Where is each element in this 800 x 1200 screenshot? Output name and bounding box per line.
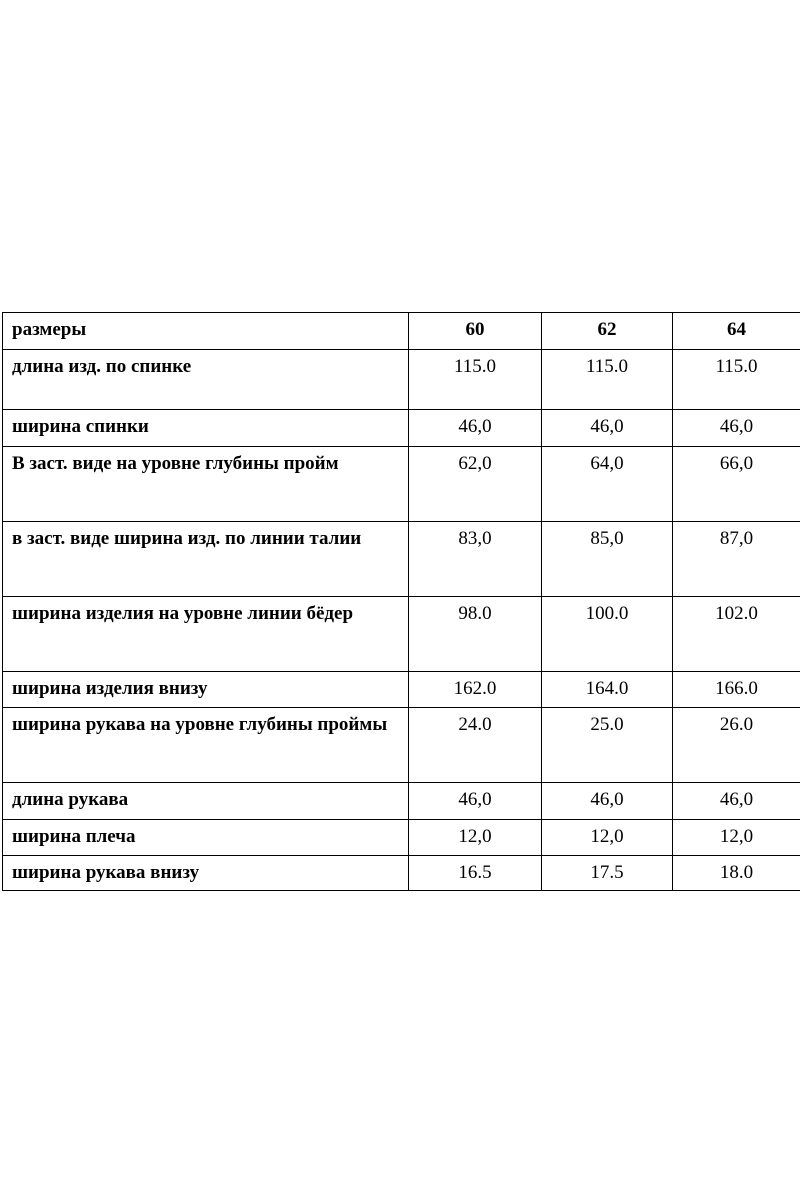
cell-value: 64,0 — [542, 447, 673, 522]
row-label: ширина изделия на уровне линии бёдер — [3, 597, 409, 672]
table-row — [3, 350, 800, 410]
table-row — [3, 820, 800, 856]
cell-value: 24.0 — [409, 708, 542, 783]
row-label: ширина плеча — [3, 820, 409, 856]
cell-value: 46,0 — [542, 410, 673, 447]
table-row — [3, 597, 800, 672]
row-label: ширина спинки — [3, 410, 409, 447]
cell-value: 102.0 — [673, 597, 800, 672]
row-label: ширина рукава на уровне глубины проймы — [3, 708, 409, 783]
cell-value: 62,0 — [409, 447, 542, 522]
size-header-62: 62 — [542, 313, 673, 350]
cell-value: 17.5 — [542, 856, 673, 891]
cell-value: 83,0 — [409, 522, 542, 597]
cell-value: 25.0 — [542, 708, 673, 783]
row-label: В заст. виде на уровне глубины пройм — [3, 447, 409, 522]
cell-value: 98.0 — [409, 597, 542, 672]
cell-value: 46,0 — [673, 783, 800, 820]
header-label: размеры — [3, 313, 409, 350]
table-row — [3, 856, 800, 891]
size-table — [2, 312, 800, 891]
cell-value: 115.0 — [542, 350, 673, 410]
cell-value: 18.0 — [673, 856, 800, 891]
size-header-64: 64 — [673, 313, 800, 350]
cell-value: 100.0 — [542, 597, 673, 672]
table-row — [3, 783, 800, 820]
size-header-60: 60 — [409, 313, 542, 350]
cell-value: 166.0 — [673, 672, 800, 708]
row-label: длина рукава — [3, 783, 409, 820]
cell-value: 46,0 — [673, 410, 800, 447]
cell-value: 115.0 — [409, 350, 542, 410]
cell-value: 66,0 — [673, 447, 800, 522]
cell-value: 12,0 — [542, 820, 673, 856]
table-row — [3, 410, 800, 447]
table-row — [3, 672, 800, 708]
cell-value: 46,0 — [409, 410, 542, 447]
table-header-row — [3, 313, 800, 350]
row-label: длина изд. по спинке — [3, 350, 409, 410]
cell-value: 85,0 — [542, 522, 673, 597]
table-row — [3, 522, 800, 597]
cell-value: 115.0 — [673, 350, 800, 410]
cell-value: 46,0 — [542, 783, 673, 820]
table-row — [3, 447, 800, 522]
table-row — [3, 708, 800, 783]
row-label: в заст. виде ширина изд. по линии талии — [3, 522, 409, 597]
cell-value: 12,0 — [409, 820, 542, 856]
cell-value: 26.0 — [673, 708, 800, 783]
cell-value: 46,0 — [409, 783, 542, 820]
cell-value: 87,0 — [673, 522, 800, 597]
row-label: ширина рукава внизу — [3, 856, 409, 891]
cell-value: 12,0 — [673, 820, 800, 856]
row-label: ширина изделия внизу — [3, 672, 409, 708]
cell-value: 16.5 — [409, 856, 542, 891]
cell-value: 162.0 — [409, 672, 542, 708]
cell-value: 164.0 — [542, 672, 673, 708]
